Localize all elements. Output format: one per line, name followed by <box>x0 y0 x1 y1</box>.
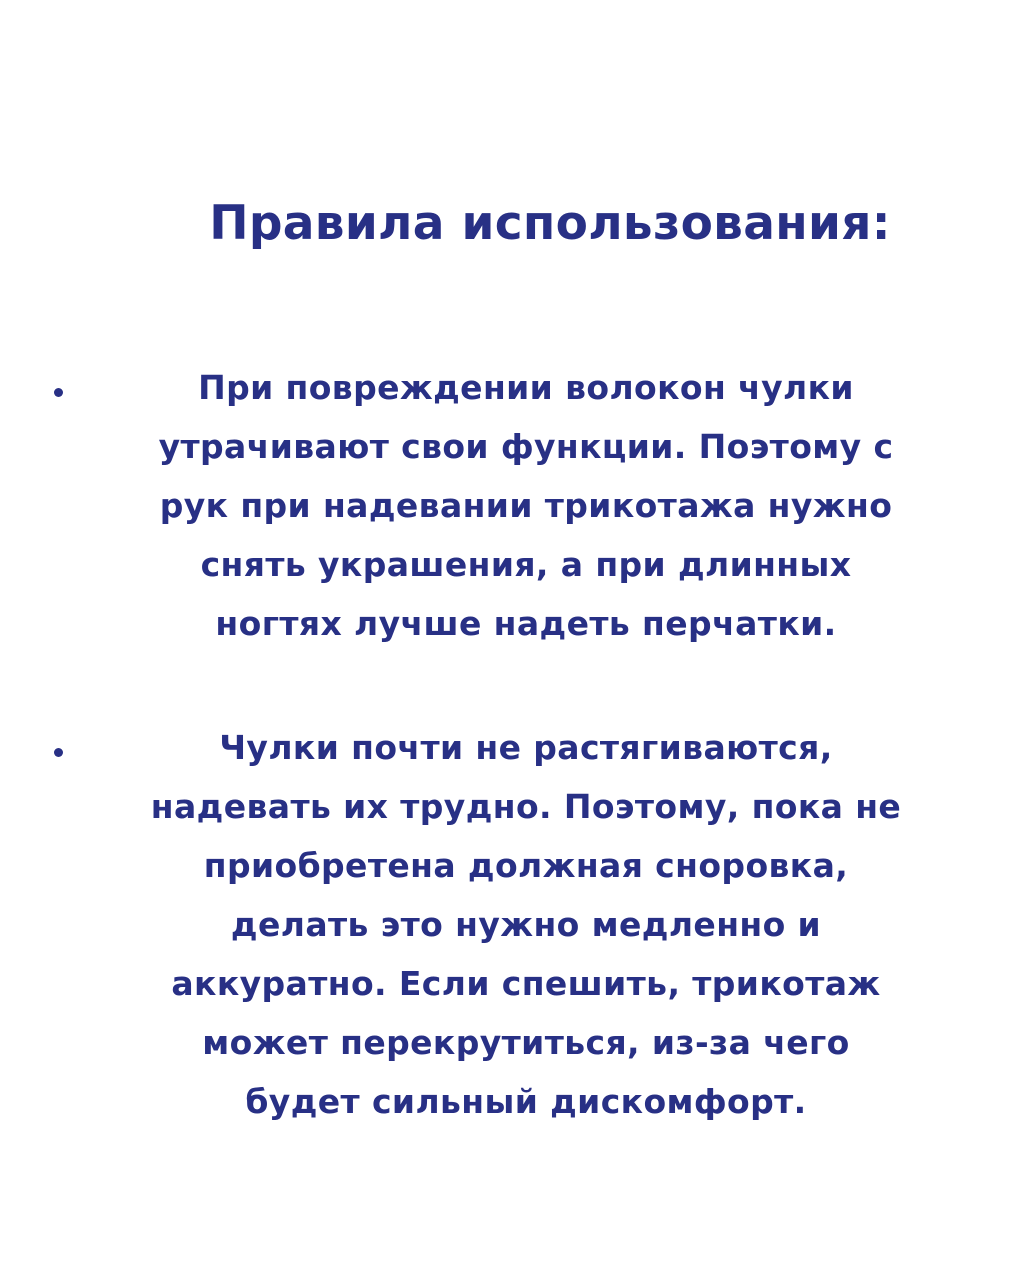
text-line: рук при надевании трикотажа нужно <box>159 486 893 525</box>
text-line: надевать их трудно. Поэтому, пока не <box>150 787 902 826</box>
bullet-icon <box>54 748 63 757</box>
bullet-icon <box>54 388 63 397</box>
text-line: При повреждении волокон чулки <box>198 368 854 407</box>
page-title: Правила использования: <box>209 196 891 251</box>
text-line: будет сильный дискомфорт. <box>245 1082 807 1121</box>
text-line: может перекрутиться, из-за чего <box>202 1023 850 1062</box>
text-line: аккуратно. Если спешить, трикотаж <box>171 964 881 1003</box>
rule-text <box>76 718 976 1131</box>
rule-text <box>76 358 976 653</box>
text-line: утрачивают свои функции. Поэтому с <box>158 427 894 466</box>
text-line: снять украшения, а при длинных <box>200 545 852 584</box>
text-line: делать это нужно медленно и <box>230 905 822 944</box>
text-line: ногтях лучше надеть перчатки. <box>215 604 837 643</box>
text-line: Чулки почти не растягиваются, <box>219 728 833 767</box>
text-line: приобретена должная сноровка, <box>203 846 849 885</box>
